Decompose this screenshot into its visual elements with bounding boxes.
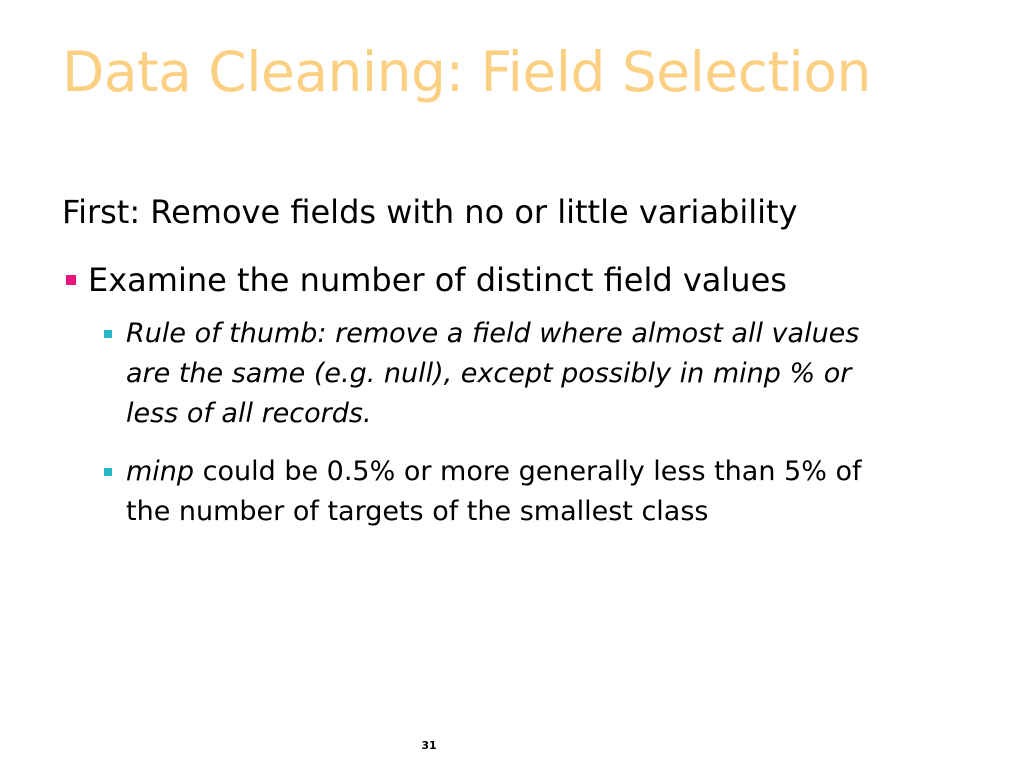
minp-line-2: the number of targets of the smallest class — [126, 496, 709, 527]
slide-body — [62, 190, 982, 532]
minp-term: minp — [126, 456, 195, 487]
bullet-level2-minp — [124, 452, 966, 532]
square-bullet-icon — [104, 330, 112, 338]
square-bullet-icon — [104, 468, 112, 476]
rule-of-thumb-line-1: Rule of thumb: remove a field where almost all values — [126, 318, 860, 349]
bullet-level1 — [62, 258, 982, 302]
square-bullet-icon — [66, 275, 76, 285]
lead-text: First: Remove fields with no or little variability — [62, 193, 798, 231]
page-number: 31 — [421, 739, 437, 752]
minp-line-1-rest: could be 0.5% or more generally less than 5% of — [194, 456, 862, 487]
slide-title: Data Cleaning: Field Selection — [62, 40, 871, 104]
minp-line-1 — [126, 452, 966, 492]
rule-of-thumb-line-3: less of all records. — [126, 398, 372, 429]
bullet-level1-text: Examine the number of distinct field values — [88, 261, 787, 299]
rule-of-thumb-line-2: are the same (e.g. null), except possibly in minp % or — [126, 358, 852, 389]
bullet-level2-rule-of-thumb — [124, 314, 966, 434]
